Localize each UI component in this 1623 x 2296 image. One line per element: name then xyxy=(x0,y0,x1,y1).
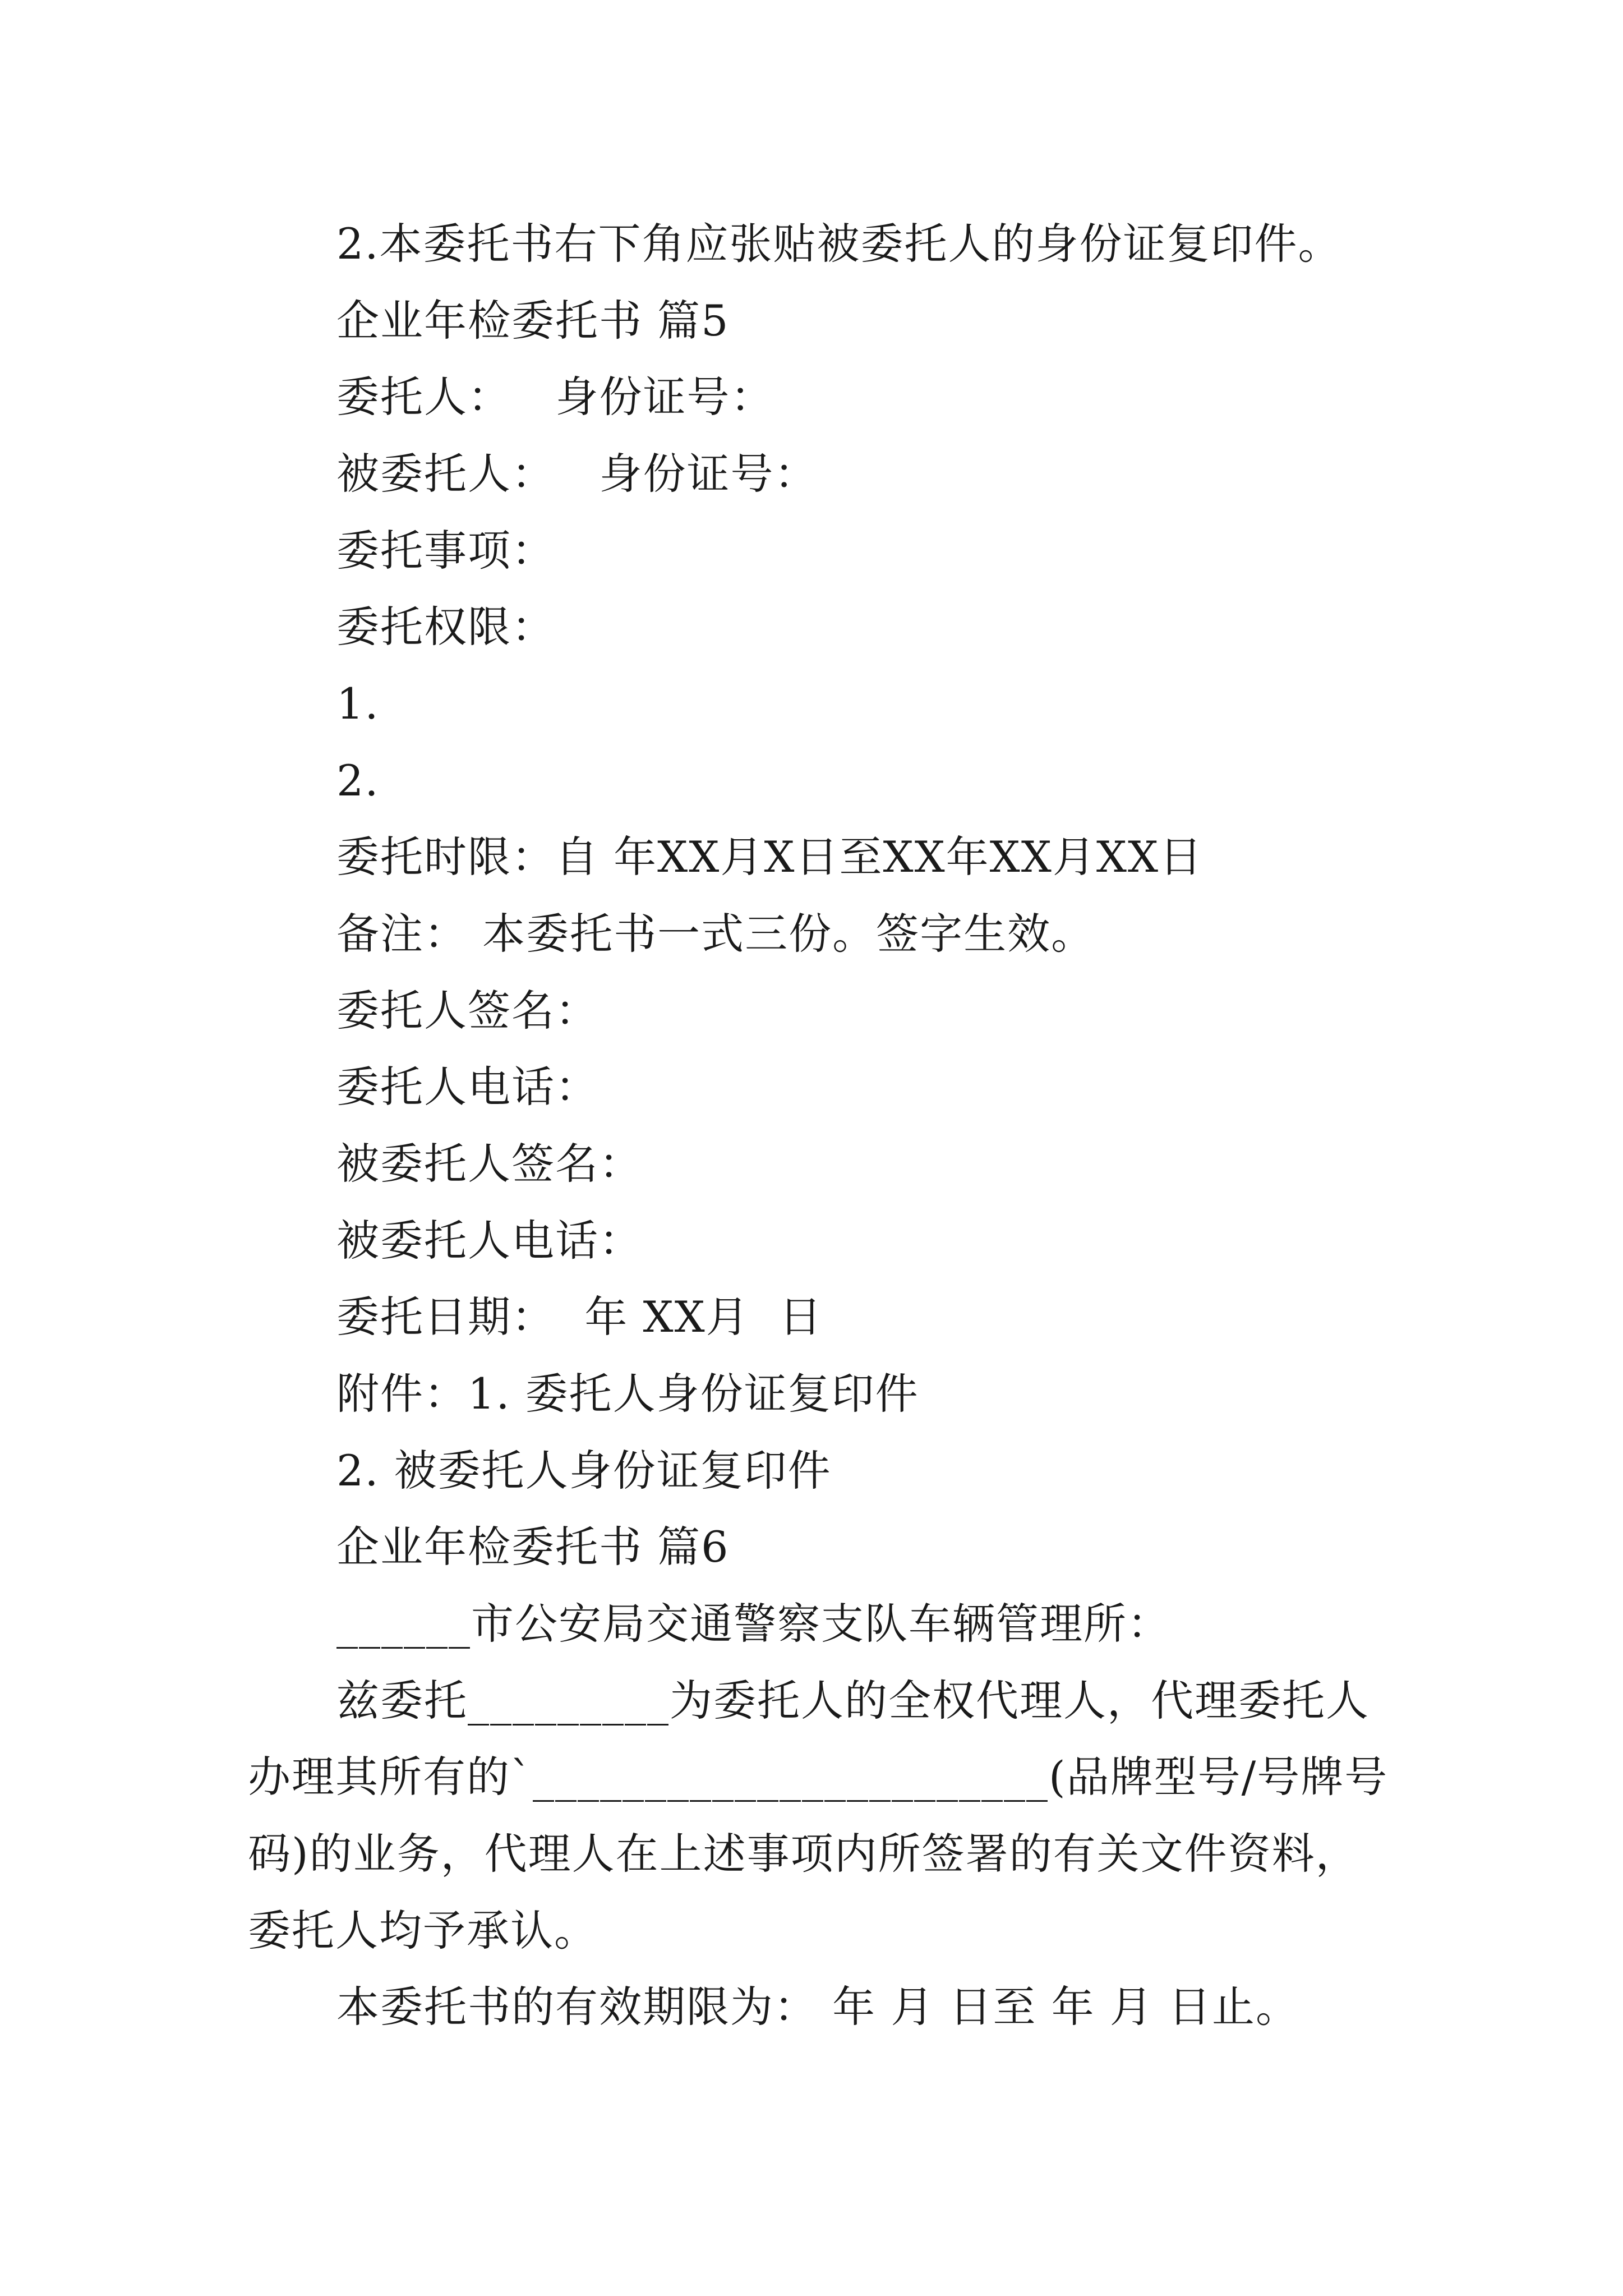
entrusted-matters-line: 委托事项： xyxy=(336,526,555,576)
agent-phone-line: 被委托人电话： xyxy=(336,1216,643,1266)
note-item-2: 2.本委托书右下角应张贴被委托人的身份证复印件。 xyxy=(336,219,1342,269)
body-paragraph-line-1: 兹委托_________为委托人的全权代理人，代理委托人 xyxy=(336,1676,1370,1726)
authority-line: 委托权限： xyxy=(336,602,555,652)
body-paragraph-line-2: 办理其所有的`_______________________(品牌型号/号牌号 xyxy=(248,1752,1389,1802)
body-paragraph-line-4: 委托人均予承认。 xyxy=(248,1906,598,1955)
principal-id-line: 委托人： 身份证号： xyxy=(336,372,774,422)
attachment-line-2: 2. 被委托人身份证复印件 xyxy=(336,1446,832,1496)
body-paragraph-line-3: 码)的业务，代理人在上述事项内所签署的有关文件资料， xyxy=(248,1829,1359,1879)
agent-id-line: 被委托人： 身份证号： xyxy=(336,449,818,499)
authority-item-1: 1. xyxy=(336,679,380,729)
addressee-line: ______市公安局交通警察支队车辆管理所： xyxy=(336,1599,1171,1649)
term-line: 委托时限：自 年XX月X日至XX年XX月XX日 xyxy=(336,832,1204,882)
remarks-line: 备注： 本委托书一式三份。签字生效。 xyxy=(336,909,1095,959)
principal-signature-line: 委托人签名： xyxy=(336,986,599,1036)
section-heading-5: 企业年检委托书 篇5 xyxy=(336,296,730,346)
validity-line: 本委托书的有效期限为： 年 月 日至 年 月 日止。 xyxy=(336,1982,1299,2032)
attachment-line-1: 附件：1. 委托人身份证复印件 xyxy=(336,1369,919,1419)
authority-item-2: 2. xyxy=(336,756,380,806)
agent-signature-line: 被委托人签名： xyxy=(336,1139,643,1189)
entrust-date-line: 委托日期： 年 XX月 日 xyxy=(336,1292,823,1342)
principal-phone-line: 委托人电话： xyxy=(336,1062,599,1112)
section-heading-6: 企业年检委托书 篇6 xyxy=(336,1522,730,1572)
